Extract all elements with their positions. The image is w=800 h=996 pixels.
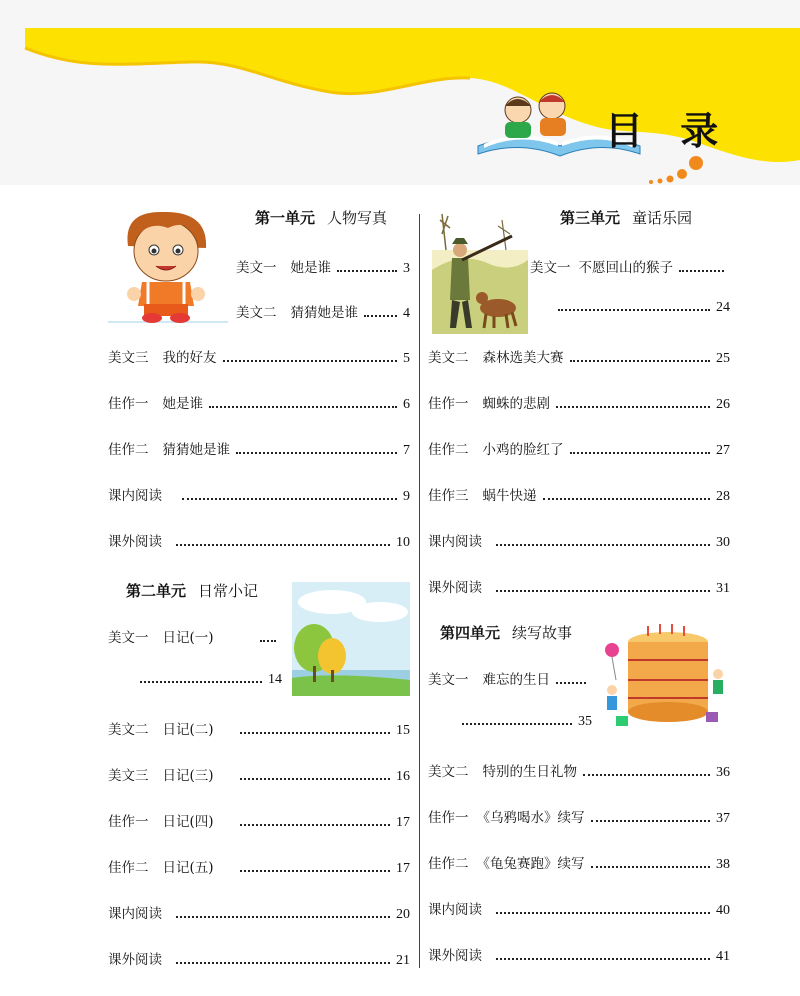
entry-label: 美文一 xyxy=(428,672,469,688)
entry-title: 日记(二) xyxy=(162,722,214,738)
entry-label: 美文一 xyxy=(236,260,277,276)
entry-label: 课内阅读 xyxy=(108,488,162,504)
entry-title: 蜗牛快递 xyxy=(482,488,537,504)
toc-entry[interactable] xyxy=(428,806,730,826)
unit-number: 第四单元 xyxy=(440,624,501,642)
entry-title: 猜猜她是谁 xyxy=(290,305,358,321)
leader-dots xyxy=(556,682,586,684)
toc-entry[interactable] xyxy=(108,392,410,412)
entry-label: 佳作一 xyxy=(108,396,149,412)
unit-heading xyxy=(255,207,387,228)
page-number: 36 xyxy=(716,765,730,780)
page-number: 10 xyxy=(396,535,410,550)
page-title: 目 录 xyxy=(605,109,731,153)
page-number: 17 xyxy=(396,815,410,830)
leader-dots xyxy=(236,452,397,454)
unit-theme: 日常小记 xyxy=(198,582,259,600)
entry-title: 日记(四) xyxy=(162,814,214,830)
entry-label: 佳作二 xyxy=(108,860,149,876)
leader-dots xyxy=(240,824,390,826)
page-number: 26 xyxy=(716,397,730,412)
leader-dots xyxy=(337,270,397,272)
unit-heading xyxy=(560,207,692,228)
entry-title: 日记(五) xyxy=(162,860,214,876)
toc-entry[interactable] xyxy=(428,668,592,688)
entry-label: 美文一 xyxy=(530,260,571,276)
page-number: 21 xyxy=(396,953,410,968)
entry-title: 森林选美大赛 xyxy=(482,350,564,366)
leader-dots xyxy=(496,590,710,592)
page-number: 14 xyxy=(268,672,282,687)
leader-dots xyxy=(182,498,397,500)
toc-entry[interactable] xyxy=(108,902,410,922)
unit-number: 第三单元 xyxy=(560,209,621,227)
page-number: 17 xyxy=(396,861,410,876)
page-number: 9 xyxy=(403,489,410,504)
entry-label: 课外阅读 xyxy=(428,580,482,596)
page-number: 41 xyxy=(716,949,730,964)
entry-title: 日记(一) xyxy=(162,630,214,646)
toc-entry[interactable] xyxy=(530,256,730,276)
leader-dots xyxy=(260,640,276,642)
leader-dots xyxy=(556,406,710,408)
entry-title: 蜘蛛的悲剧 xyxy=(482,396,550,412)
entry-label: 美文二 xyxy=(236,305,277,321)
leader-dots xyxy=(364,315,397,317)
leader-dots xyxy=(209,406,397,408)
leader-dots xyxy=(496,958,710,960)
unit-number: 第一单元 xyxy=(255,209,316,227)
entry-label: 美文三 xyxy=(108,768,149,784)
leader-dots xyxy=(570,360,711,362)
leader-dots xyxy=(240,778,390,780)
entry-label: 美文二 xyxy=(428,350,469,366)
toc-entry-continuation[interactable] xyxy=(558,300,730,320)
page-number: 30 xyxy=(716,535,730,550)
entry-label: 美文二 xyxy=(108,722,149,738)
toc-entry[interactable] xyxy=(428,852,730,872)
toc-entry-continuation[interactable] xyxy=(140,672,282,692)
page-number: 4 xyxy=(403,306,410,321)
hunter-dog-illustration xyxy=(432,210,528,334)
toc-entry[interactable] xyxy=(108,484,410,504)
entry-title: 猜猜她是谁 xyxy=(162,442,230,458)
entry-label: 美文二 xyxy=(428,764,469,780)
unit-theme: 续写故事 xyxy=(512,624,573,642)
page-number: 27 xyxy=(716,443,730,458)
page-number: 16 xyxy=(396,769,410,784)
page-number: 40 xyxy=(716,903,730,918)
column-divider xyxy=(419,214,420,968)
toc-entry[interactable] xyxy=(108,438,410,458)
toc-entry-continuation[interactable] xyxy=(462,714,592,734)
leader-dots xyxy=(543,498,711,500)
page-number: 38 xyxy=(716,857,730,872)
toc-entry[interactable] xyxy=(108,856,410,876)
unit-heading xyxy=(126,580,258,601)
toc-entry[interactable] xyxy=(428,898,730,918)
toc-entry[interactable] xyxy=(428,530,730,550)
page-number: 28 xyxy=(716,489,730,504)
leader-dots xyxy=(223,360,398,362)
leader-dots xyxy=(176,962,390,964)
toc-entry[interactable] xyxy=(108,810,410,830)
leader-dots xyxy=(140,681,262,683)
page-number: 37 xyxy=(716,811,730,826)
entry-label: 课内阅读 xyxy=(428,534,482,550)
entry-label: 佳作一 xyxy=(428,396,469,412)
entry-title: 我的好友 xyxy=(162,350,217,366)
toc-entry[interactable] xyxy=(108,626,282,646)
entry-label: 佳作二 xyxy=(428,856,469,872)
entry-label: 课外阅读 xyxy=(428,948,482,964)
toc-entry[interactable] xyxy=(428,484,730,504)
leader-dots xyxy=(558,309,710,311)
tree-landscape-illustration xyxy=(292,582,410,696)
birthday-cake-illustration xyxy=(598,620,730,732)
entry-title: 不愿回山的猴子 xyxy=(578,260,673,276)
toc-entry[interactable] xyxy=(428,438,730,458)
toc-entry[interactable] xyxy=(428,760,730,780)
entry-title: 难忘的生日 xyxy=(482,672,550,688)
entry-title: 日记(三) xyxy=(162,768,214,784)
toc-entry[interactable] xyxy=(428,346,730,366)
unit-theme: 人物写真 xyxy=(327,209,388,227)
entry-label: 佳作二 xyxy=(108,442,149,458)
toc-entry[interactable] xyxy=(236,301,410,321)
toc-entry[interactable] xyxy=(108,764,410,784)
toc-entry[interactable] xyxy=(428,944,730,964)
leader-dots xyxy=(240,732,390,734)
entry-label: 美文三 xyxy=(108,350,149,366)
entry-label: 课内阅读 xyxy=(108,906,162,922)
page-number: 15 xyxy=(396,723,410,738)
page-number: 31 xyxy=(716,581,730,596)
leader-dots xyxy=(496,912,710,914)
leader-dots xyxy=(176,544,390,546)
boy-illustration xyxy=(108,206,228,326)
toc-entry[interactable] xyxy=(108,718,410,738)
entry-label: 课外阅读 xyxy=(108,952,162,968)
entry-label: 佳作二 xyxy=(428,442,469,458)
leader-dots xyxy=(583,774,710,776)
page-number: 35 xyxy=(578,714,592,729)
entry-label: 佳作一 xyxy=(428,810,469,826)
page-number: 20 xyxy=(396,907,410,922)
unit-number: 第二单元 xyxy=(126,582,187,600)
page-number: 25 xyxy=(716,351,730,366)
toc-entry[interactable] xyxy=(236,256,410,276)
entry-title: 《龟兔赛跑》续写 xyxy=(476,856,585,872)
page-number: 7 xyxy=(403,443,410,458)
leader-dots xyxy=(591,866,711,868)
entry-title: 她是谁 xyxy=(290,260,331,276)
entry-label: 课内阅读 xyxy=(428,902,482,918)
entry-title: 小鸡的脸红了 xyxy=(482,442,564,458)
toc-entry[interactable] xyxy=(428,576,730,596)
toc-entry[interactable] xyxy=(108,530,410,550)
entry-label: 佳作三 xyxy=(428,488,469,504)
leader-dots xyxy=(496,544,710,546)
toc-entry[interactable] xyxy=(108,948,410,968)
unit-heading xyxy=(440,622,572,643)
page-number: 24 xyxy=(716,300,730,315)
leader-dots xyxy=(176,916,390,918)
entry-label: 美文一 xyxy=(108,630,149,646)
leader-dots xyxy=(570,452,711,454)
unit-theme: 童话乐园 xyxy=(632,209,693,227)
leader-dots xyxy=(462,723,572,725)
entry-title: 特别的生日礼物 xyxy=(482,764,577,780)
page-number: 3 xyxy=(403,261,410,276)
entry-label: 佳作一 xyxy=(108,814,149,830)
toc-entry[interactable] xyxy=(428,392,730,412)
entry-title: 《乌鸦喝水》续写 xyxy=(476,810,585,826)
leader-dots xyxy=(240,870,390,872)
entry-title: 她是谁 xyxy=(162,396,203,412)
toc-entry[interactable] xyxy=(108,346,410,366)
page-number: 6 xyxy=(403,397,410,412)
page-number: 5 xyxy=(403,351,410,366)
leader-dots xyxy=(679,270,724,272)
entry-label: 课外阅读 xyxy=(108,534,162,550)
leader-dots xyxy=(591,820,711,822)
